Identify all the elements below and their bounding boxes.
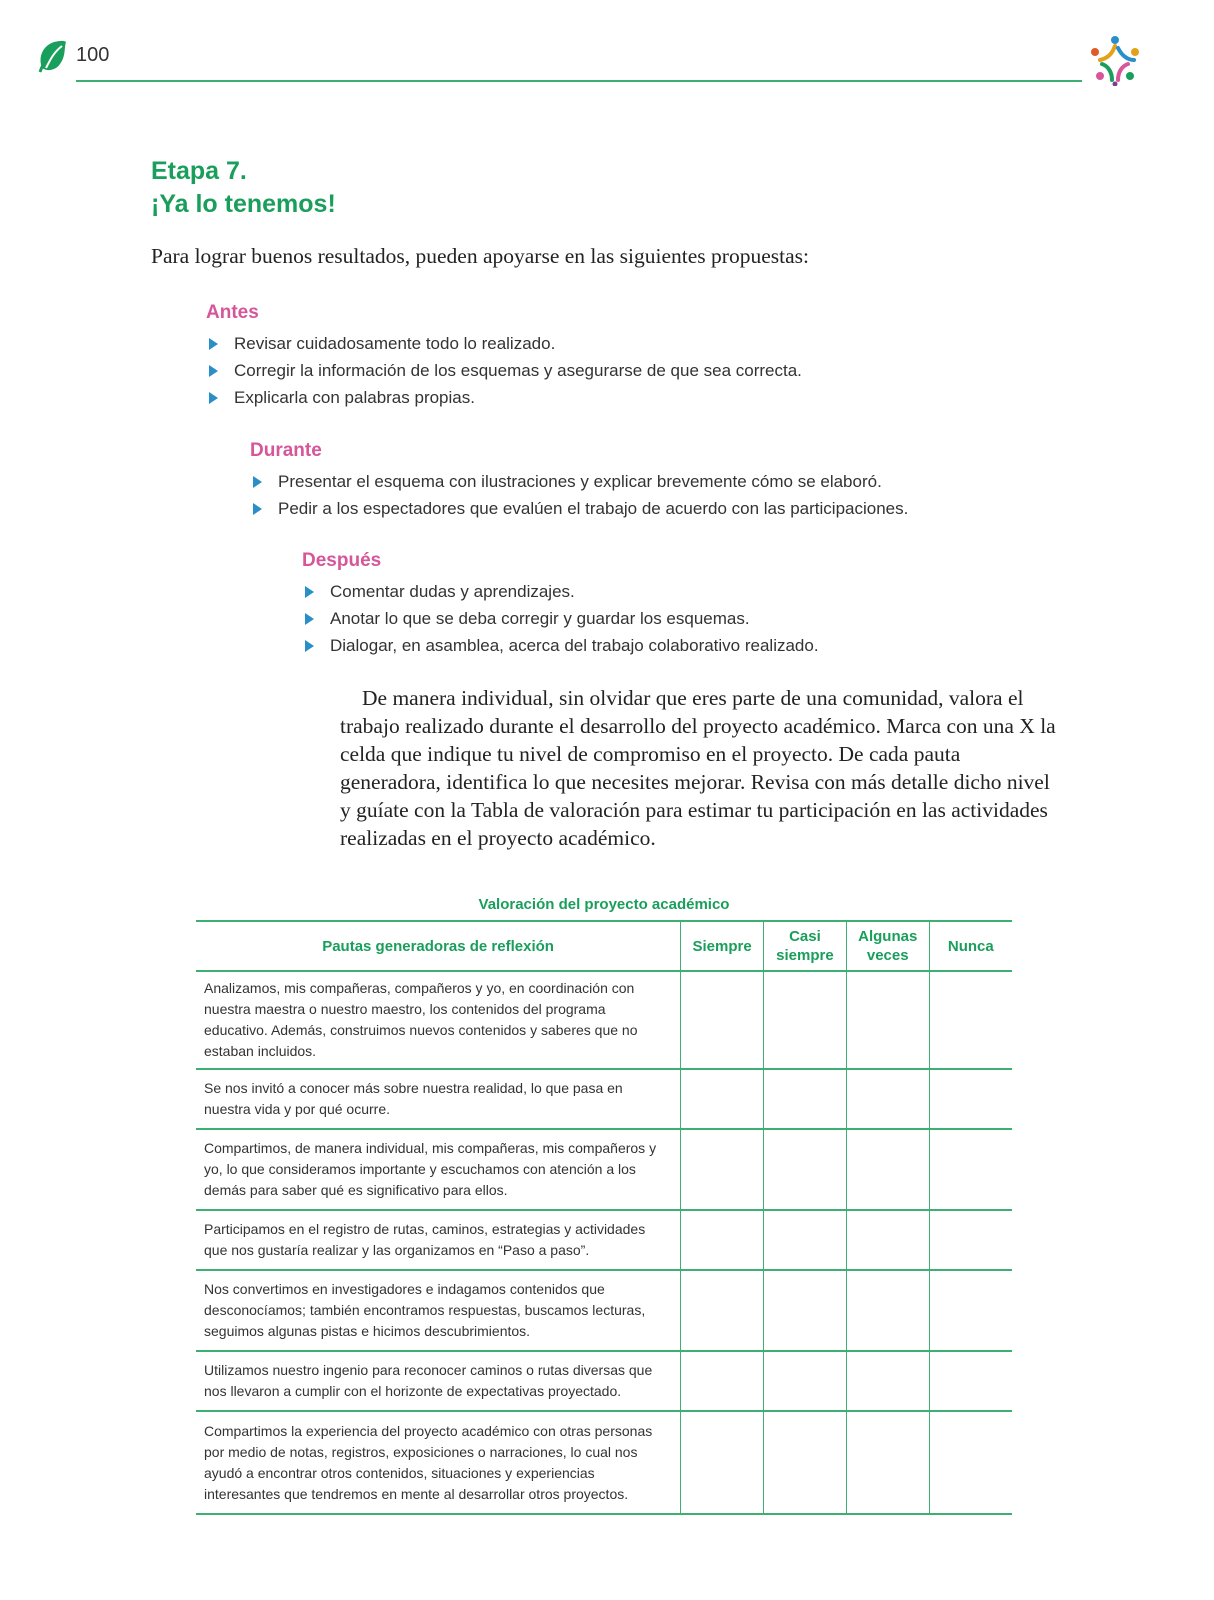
triangle-bullet-icon (209, 392, 218, 404)
phase-heading: Antes (206, 302, 259, 323)
phase-durante (250, 438, 908, 522)
pauta-cell: Compartimos la experiencia del proyecto académico con otras personas por medio de notas, registros, exposiciones o narraciones, lo cual nos ayudó a encontrar otros contenidos, situaciones y experiencias interesantes que tendremos en mente al desarrollar otros proyectos. (196, 1411, 681, 1514)
casi-siempre-cell[interactable] (764, 1129, 847, 1210)
phase-list (250, 468, 908, 522)
table-caption: Valoración del proyecto académico (478, 896, 730, 913)
column-header-casi-siempre: Casi siempre (764, 921, 847, 971)
instruction-paragraph: De manera individual, sin olvidar que eres parte de una comunidad, valora el trabajo realizado durante el desarrollo del proyecto académico. Marca con una X la celda que indique tu nivel de compromiso en el proyecto. De cada pauta generadora, identifica lo que necesites mejorar. Revisa con más detalle dicho nivel y guíate con la Tabla de valoración para estimar tu participación en las actividades realizadas en el proyecto académico. (340, 686, 1056, 850)
leaf-logo-icon (36, 38, 68, 74)
table-row (196, 1069, 1012, 1129)
table-row (196, 1351, 1012, 1411)
page-header (0, 0, 1214, 90)
nunca-cell[interactable] (929, 1069, 1012, 1129)
table-row (196, 1411, 1012, 1514)
nunca-cell[interactable] (929, 1270, 1012, 1351)
phase-list (302, 578, 819, 659)
colorful-people-emblem-icon (1088, 34, 1142, 86)
algunas-veces-cell[interactable] (846, 1411, 929, 1514)
pauta-cell: Compartimos, de manera individual, mis compañeras, mis compañeros y yo, lo que consideramos importante y escuchamos con atención a los demás para saber qué es significativo para ellos. (196, 1129, 681, 1210)
phase-antes (206, 300, 802, 411)
triangle-bullet-icon (305, 640, 314, 652)
siempre-cell[interactable] (681, 1129, 764, 1210)
list-item-text: Pedir a los espectadores que evalúen el trabajo de acuerdo con las participaciones. (278, 499, 909, 518)
nunca-cell[interactable] (929, 971, 1012, 1069)
list-item (250, 495, 908, 522)
pauta-cell: Utilizamos nuestro ingenio para reconocer caminos o rutas diversas que nos llevaron a cumplir con el horizonte de expectativas proyectado. (196, 1351, 681, 1411)
siempre-cell[interactable] (681, 1351, 764, 1411)
phase-list (206, 330, 802, 411)
siempre-cell[interactable] (681, 971, 764, 1069)
algunas-veces-cell[interactable] (846, 971, 929, 1069)
algunas-veces-cell[interactable] (846, 1069, 929, 1129)
column-header-nunca: Nunca (929, 921, 1012, 971)
pauta-cell: Se nos invitó a conocer más sobre nuestra realidad, lo que pasa en nuestra vida y por qué ocurre. (196, 1069, 681, 1129)
casi-siempre-cell[interactable] (764, 971, 847, 1069)
siempre-cell[interactable] (681, 1270, 764, 1351)
list-item (206, 330, 802, 357)
list-item-text: Corregir la información de los esquemas y asegurarse de que sea correcta. (234, 361, 802, 380)
algunas-veces-cell[interactable] (846, 1270, 929, 1351)
casi-siempre-cell[interactable] (764, 1210, 847, 1270)
page-number: 100 (76, 44, 110, 66)
phase-despues (302, 548, 819, 659)
casi-siempre-cell[interactable] (764, 1069, 847, 1129)
list-item (250, 468, 908, 495)
intro-text: Para lograr buenos resultados, pueden apoyarse en las siguientes propuestas: (151, 244, 809, 268)
phase-heading: Después (302, 550, 382, 571)
list-item (206, 384, 802, 411)
list-item-text: Anotar lo que se deba corregir y guardar los esquemas. (330, 609, 750, 628)
list-item-text: Revisar cuidadosamente todo lo realizado. (234, 334, 556, 353)
siempre-cell[interactable] (681, 1069, 764, 1129)
nunca-cell[interactable] (929, 1351, 1012, 1411)
table-row (196, 1129, 1012, 1210)
list-item (206, 357, 802, 384)
list-item-text: Presentar el esquema con ilustraciones y explicar brevemente cómo se elaboró. (278, 472, 882, 491)
casi-siempre-cell[interactable] (764, 1411, 847, 1514)
siempre-cell[interactable] (681, 1411, 764, 1514)
triangle-bullet-icon (209, 338, 218, 350)
triangle-bullet-icon (305, 586, 314, 598)
algunas-veces-cell[interactable] (846, 1210, 929, 1270)
casi-siempre-cell[interactable] (764, 1270, 847, 1351)
siempre-cell[interactable] (681, 1210, 764, 1270)
algunas-veces-cell[interactable] (846, 1351, 929, 1411)
triangle-bullet-icon (253, 503, 262, 515)
stage-title: Etapa 7. (151, 157, 247, 185)
list-item (302, 605, 819, 632)
list-item-text: Explicarla con palabras propias. (234, 388, 475, 407)
list-item-text: Comentar dudas y aprendizajes. (330, 582, 575, 601)
nunca-cell[interactable] (929, 1210, 1012, 1270)
column-header-algunas-veces: Algunas veces (846, 921, 929, 971)
nunca-cell[interactable] (929, 1411, 1012, 1514)
stage-subtitle: ¡Ya lo tenemos! (151, 190, 336, 218)
triangle-bullet-icon (209, 365, 218, 377)
nunca-cell[interactable] (929, 1129, 1012, 1210)
pauta-cell: Nos convertimos en investigadores e indagamos contenidos que desconocíamos; también encontramos respuestas, buscamos lecturas, seguimos algunas pistas e hicimos descubrimientos. (196, 1270, 681, 1351)
column-header-pautas: Pautas generadoras de reflexión (196, 921, 681, 971)
table-row (196, 1210, 1012, 1270)
list-item-text: Dialogar, en asamblea, acerca del trabajo colaborativo realizado. (330, 636, 819, 655)
evaluation-table (196, 920, 1012, 1515)
triangle-bullet-icon (305, 613, 314, 625)
casi-siempre-cell[interactable] (764, 1351, 847, 1411)
header-rule (76, 80, 1082, 82)
table-row (196, 971, 1012, 1069)
pauta-cell: Analizamos, mis compañeras, compañeros y yo, en coordinación con nuestra maestra o nuestro maestro, los contenidos del programa educativo. Además, construimos nuevos contenidos y saberes que no estaban incluidos. (196, 971, 681, 1069)
algunas-veces-cell[interactable] (846, 1129, 929, 1210)
triangle-bullet-icon (253, 476, 262, 488)
table-header-row (196, 921, 1012, 971)
list-item (302, 632, 819, 659)
table-row (196, 1270, 1012, 1351)
pauta-cell: Participamos en el registro de rutas, caminos, estrategias y actividades que nos gustaría realizar y las organizamos en “Paso a paso”. (196, 1210, 681, 1270)
column-header-siempre: Siempre (681, 921, 764, 971)
list-item (302, 578, 819, 605)
phase-heading: Durante (250, 440, 322, 461)
